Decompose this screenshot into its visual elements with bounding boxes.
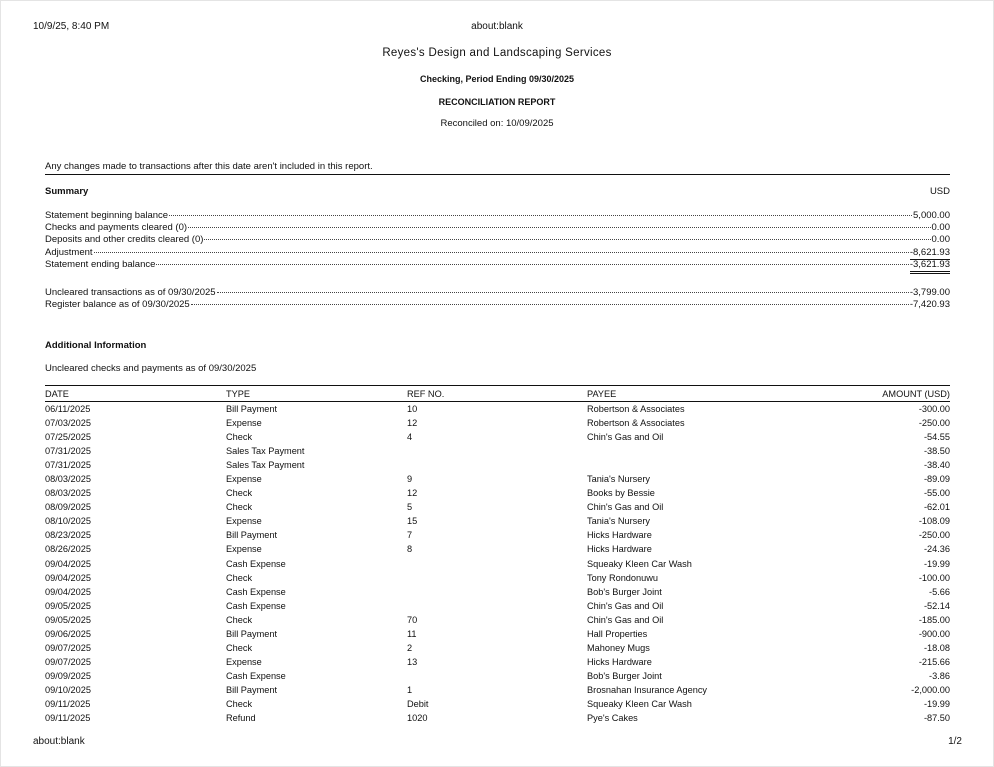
cell-type: Sales Tax Payment xyxy=(226,460,305,471)
cell-type: Check xyxy=(226,502,253,513)
table-row xyxy=(45,683,950,697)
cell-payee: Squeaky Kleen Car Wash xyxy=(587,558,692,569)
cell-payee: Tania's Nursery xyxy=(587,516,651,527)
uncleared-table xyxy=(45,385,950,725)
summary-value: -8,621.93 xyxy=(910,247,950,260)
cell-ref-no: 5 xyxy=(407,502,413,513)
table-row xyxy=(45,557,950,571)
cell-ref-no xyxy=(407,585,587,599)
cell-type: Check xyxy=(226,432,253,443)
cell-payee: Squeaky Kleen Car Wash xyxy=(587,698,692,709)
cell-payee: Tony Rondonuwu xyxy=(587,572,658,583)
cell-ref-no xyxy=(407,444,587,458)
leader-dots xyxy=(94,252,909,253)
cell-type: Expense xyxy=(226,474,262,485)
cell-payee: Brosnahan Insurance Agency xyxy=(587,684,708,695)
cell-date: 09/05/2025 xyxy=(45,614,91,625)
summary-label: Uncleared transactions as of 09/30/2025 xyxy=(45,287,216,298)
currency-label: USD xyxy=(929,186,950,197)
cell-date: 06/11/2025 xyxy=(45,404,91,414)
cell-type: Bill Payment xyxy=(226,628,278,639)
disclaimer: Any changes made to transactions after this date aren't included in this report. xyxy=(45,161,950,175)
col-payee: PAYEE xyxy=(587,386,787,402)
cell-amount: -5.66 xyxy=(929,586,950,597)
summary-label: Statement ending balance xyxy=(45,258,156,270)
cell-ref-no: 70 xyxy=(407,614,418,625)
summary-value: -3,621.93 xyxy=(910,259,950,274)
cell-payee: Hicks Hardware xyxy=(587,530,652,541)
cell-type: Bill Payment xyxy=(226,684,278,695)
cell-ref-no: 15 xyxy=(407,516,418,527)
cell-type: Bill Payment xyxy=(226,530,278,541)
table-row xyxy=(45,514,950,528)
summary-label: Deposits and other credits cleared (0) xyxy=(45,234,204,246)
cell-date: 08/10/2025 xyxy=(45,516,91,527)
cell-amount: -87.50 xyxy=(923,713,950,724)
leader-dots xyxy=(169,215,912,216)
cell-ref-no xyxy=(407,557,587,571)
summary-label: Checks and payments cleared (0) xyxy=(45,222,188,234)
summary-label: Adjustment xyxy=(45,246,93,258)
cell-date: 09/07/2025 xyxy=(45,642,91,653)
cell-ref-no: 7 xyxy=(407,530,413,541)
cell-amount: -250.00 xyxy=(918,418,950,429)
table-row xyxy=(45,500,950,514)
table-row xyxy=(45,542,950,556)
print-datetime: 10/9/25, 8:40 PM xyxy=(33,21,110,32)
balance-lines xyxy=(45,287,950,311)
cell-payee: Hicks Hardware xyxy=(587,656,652,667)
cell-ref-no: 9 xyxy=(407,474,413,485)
summary-value: 0.00 xyxy=(931,222,950,234)
cell-type: Refund xyxy=(226,713,256,724)
cell-type: Expense xyxy=(226,516,262,527)
cell-type: Cash Expense xyxy=(226,600,286,611)
col-ref-no: REF NO. xyxy=(407,386,587,402)
cell-payee xyxy=(587,458,787,472)
cell-date: 09/11/2025 xyxy=(45,713,91,724)
cell-type: Expense xyxy=(226,418,262,429)
col-type: TYPE xyxy=(226,386,407,402)
cell-type: Expense xyxy=(226,656,262,667)
table-row xyxy=(45,711,950,725)
summary-value: -7,420.93 xyxy=(909,299,950,311)
reconciled-date: Reconciled on: 10/09/2025 xyxy=(440,118,554,129)
table-row xyxy=(45,641,950,655)
cell-amount: -300.00 xyxy=(918,404,950,414)
cell-payee: Chin's Gas and Oil xyxy=(587,600,664,611)
cell-date: 09/04/2025 xyxy=(45,586,91,597)
summary-lines xyxy=(45,210,950,271)
col-amount: AMOUNT (USD) xyxy=(787,386,950,402)
cell-amount: -89.09 xyxy=(923,474,950,485)
table-row xyxy=(45,528,950,542)
cell-amount: -24.36 xyxy=(923,544,950,555)
cell-date: 07/25/2025 xyxy=(45,432,91,443)
cell-ref-no xyxy=(407,669,587,683)
cell-payee xyxy=(587,444,787,458)
cell-amount: -215.66 xyxy=(918,656,950,667)
cell-payee: Chin's Gas and Oil xyxy=(587,432,664,443)
company-name: Reyes's Design and Landscaping Services xyxy=(382,47,612,59)
table-row xyxy=(45,444,950,458)
cell-payee: Tania's Nursery xyxy=(587,474,651,485)
cell-date: 09/04/2025 xyxy=(45,572,91,583)
cell-date: 09/06/2025 xyxy=(45,628,91,639)
additional-heading: Additional Information xyxy=(45,340,147,351)
page-number: 1/2 xyxy=(948,736,962,747)
cell-type: Expense xyxy=(226,544,262,555)
report-title: RECONCILIATION REPORT xyxy=(438,97,556,107)
cell-ref-no: 12 xyxy=(407,488,418,499)
summary-label: Statement beginning balance xyxy=(45,210,169,221)
summary-value: 5,000.00 xyxy=(913,210,950,221)
summary-line xyxy=(45,210,950,222)
cell-payee: Robertson & Associates xyxy=(587,404,685,414)
table-row xyxy=(45,599,950,613)
summary-header xyxy=(45,186,950,197)
table-row xyxy=(45,571,950,585)
cell-date: 07/31/2025 xyxy=(45,460,91,471)
cell-amount: -100.00 xyxy=(918,572,950,583)
summary-value: 0.00 xyxy=(931,234,950,246)
cell-type: Check xyxy=(226,698,253,709)
table-row xyxy=(45,472,950,486)
cell-ref-no xyxy=(407,599,587,613)
leader-dots xyxy=(188,227,930,228)
cell-amount: -108.09 xyxy=(918,516,950,527)
cell-payee: Chin's Gas and Oil xyxy=(587,502,664,513)
cell-date: 07/03/2025 xyxy=(45,418,91,429)
cell-ref-no: 11 xyxy=(407,628,417,639)
cell-type: Check xyxy=(226,572,253,583)
table-row xyxy=(45,697,950,711)
print-url-header: about:blank xyxy=(471,21,523,32)
cell-amount: -52.14 xyxy=(923,600,950,611)
cell-payee: Hicks Hardware xyxy=(587,544,652,555)
cell-ref-no: 10 xyxy=(407,404,418,414)
cell-date: 09/09/2025 xyxy=(45,670,91,681)
cell-type: Cash Expense xyxy=(226,558,286,569)
cell-type: Check xyxy=(226,614,253,625)
cell-amount: -38.40 xyxy=(923,460,950,471)
summary-line xyxy=(45,234,950,246)
table-row xyxy=(45,585,950,599)
cell-date: 08/03/2025 xyxy=(45,474,91,485)
cell-amount: -38.50 xyxy=(923,446,950,457)
cell-amount: -18.08 xyxy=(923,642,950,653)
cell-date: 09/10/2025 xyxy=(45,684,91,695)
cell-date: 09/05/2025 xyxy=(45,600,91,611)
cell-amount: -19.99 xyxy=(923,698,950,709)
col-date: DATE xyxy=(45,386,226,402)
table-row xyxy=(45,613,950,627)
cell-ref-no xyxy=(407,458,587,472)
cell-date: 09/11/2025 xyxy=(45,698,91,709)
cell-payee: Pye's Cakes xyxy=(587,713,638,724)
cell-date: 09/04/2025 xyxy=(45,558,91,569)
uncleared-caption: Uncleared checks and payments as of 09/30/2025 xyxy=(45,363,257,374)
cell-date: 08/23/2025 xyxy=(45,530,91,541)
cell-ref-no: 2 xyxy=(407,642,413,653)
table-header-row xyxy=(45,386,950,402)
cell-amount: -2,000.00 xyxy=(911,684,950,695)
leader-dots xyxy=(204,239,930,240)
cell-type: Check xyxy=(226,488,253,499)
cell-ref-no: Debit xyxy=(407,698,429,709)
cell-ref-no: 13 xyxy=(407,656,418,667)
cell-amount: -185.00 xyxy=(918,614,950,625)
cell-date: 08/26/2025 xyxy=(45,544,91,555)
table-row xyxy=(45,669,950,683)
leader-dots xyxy=(217,292,909,293)
cell-date: 08/09/2025 xyxy=(45,502,91,513)
cell-payee: Mahoney Mugs xyxy=(587,642,650,653)
cell-type: Bill Payment xyxy=(226,404,278,414)
cell-ref-no: 8 xyxy=(407,544,413,555)
summary-label: Register balance as of 09/30/2025 xyxy=(45,299,190,311)
cell-ref-no xyxy=(407,571,587,585)
summary-line xyxy=(45,287,950,299)
cell-amount: -3.86 xyxy=(929,670,950,681)
table-row xyxy=(45,416,950,430)
summary-line xyxy=(45,247,950,259)
cell-payee: Books by Bessie xyxy=(587,488,655,499)
cell-amount: -250.00 xyxy=(918,530,950,541)
cell-type: Cash Expense xyxy=(226,586,286,597)
cell-amount: -19.99 xyxy=(923,558,950,569)
table-row xyxy=(45,430,950,444)
cell-date: 07/31/2025 xyxy=(45,446,91,457)
summary-value: -3,799.00 xyxy=(909,287,950,298)
cell-ref-no: 1020 xyxy=(407,713,428,724)
account-period: Checking, Period Ending 09/30/2025 xyxy=(419,74,575,84)
cell-amount: -62.01 xyxy=(923,502,950,513)
summary-line xyxy=(45,259,950,271)
leader-dots xyxy=(156,264,908,265)
cell-type: Sales Tax Payment xyxy=(226,446,305,457)
cell-date: 09/07/2025 xyxy=(45,656,91,667)
table-row xyxy=(45,486,950,500)
cell-payee: Bob's Burger Joint xyxy=(587,586,662,597)
print-url-footer: about:blank xyxy=(33,736,85,747)
cell-ref-no: 1 xyxy=(407,684,413,695)
table-body xyxy=(45,402,950,726)
leader-dots xyxy=(191,304,909,305)
cell-amount: -55.00 xyxy=(923,488,950,499)
cell-payee: Bob's Burger Joint xyxy=(587,670,662,681)
cell-amount: -900.00 xyxy=(918,628,950,639)
cell-ref-no: 4 xyxy=(407,432,413,443)
table-row xyxy=(45,402,950,417)
cell-ref-no: 12 xyxy=(407,418,418,429)
cell-payee: Robertson & Associates xyxy=(587,418,685,429)
summary-line xyxy=(45,299,950,311)
summary-line xyxy=(45,222,950,234)
cell-amount: -54.55 xyxy=(923,432,950,443)
cell-payee: Chin's Gas and Oil xyxy=(587,614,664,625)
cell-date: 08/03/2025 xyxy=(45,488,91,499)
cell-type: Cash Expense xyxy=(226,670,286,681)
summary-heading: Summary xyxy=(45,186,89,197)
table-row xyxy=(45,655,950,669)
cell-payee: Hall Properties xyxy=(587,628,648,639)
table-row xyxy=(45,458,950,472)
cell-type: Check xyxy=(226,642,253,653)
table-row xyxy=(45,627,950,641)
